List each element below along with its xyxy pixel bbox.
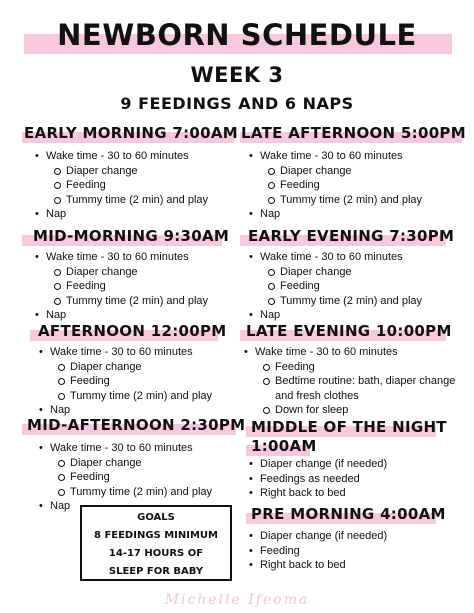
list-item: Diaper change (30, 265, 208, 280)
list-item: Feeding (30, 178, 208, 193)
list-item: Feeding (30, 279, 208, 294)
list-item: • Diaper change (if needed) (244, 457, 387, 472)
list-item: Tummy time (2 min) and play (30, 193, 208, 208)
list-item: • Wake time - 30 to 60 minutes (30, 149, 208, 164)
list-afternoon (34, 345, 212, 418)
list-item: Diaper change (244, 164, 422, 179)
list-item: • Nap (34, 499, 212, 514)
section-title-middle-of-night: MIDDLE OF THE NIGHT (251, 418, 447, 436)
section-title-pre-morning: PRE MORNING 4:00AM (251, 505, 446, 523)
section-title-afternoon: AFTERNOON 12:00PM (38, 322, 227, 340)
goals-line: 14-17 HOURS OF (108, 548, 204, 559)
list-item: Feeding (34, 374, 212, 389)
goals-line: 8 FEEDINGS MINIMUM (94, 530, 218, 541)
list-item: • Wake time - 30 to 60 minutes (244, 149, 422, 164)
list-item: Tummy time (2 min) and play (30, 294, 208, 309)
signature: Michelle Ifeoma (164, 592, 310, 608)
list-item: • Wake time - 30 to 60 minutes (34, 441, 212, 456)
list-item: • Wake time - 30 to 60 minutes (34, 345, 212, 360)
list-item: Feeding (34, 470, 212, 485)
list-item: • Feeding (244, 544, 387, 559)
goals-box (80, 505, 232, 581)
section-title-mid-afternoon: MID-AFTERNOON 2:30PM (27, 416, 246, 434)
list-item: Diaper change (34, 456, 212, 471)
list-item: • Diaper change (if needed) (244, 529, 387, 544)
list-item: Diaper change (34, 360, 212, 375)
list-item: Tummy time (2 min) and play (244, 294, 422, 309)
section-title-late-afternoon: LATE AFTERNOON 5:00PM (241, 124, 466, 142)
goals-line: SLEEP FOR BABY (108, 566, 204, 577)
list-item: Diaper change (30, 164, 208, 179)
list-item: Diaper change (244, 265, 422, 280)
list-pre-morning (244, 529, 387, 573)
list-item: • Nap (244, 308, 422, 323)
page-title: NEWBORN SCHEDULE (57, 18, 417, 52)
list-item: • Nap (34, 403, 212, 418)
list-item: • Right back to bed (244, 558, 387, 573)
list-item: Tummy time (2 min) and play (244, 193, 422, 208)
section-title-mid-morning: MID-MORNING 9:30AM (33, 227, 230, 245)
list-mid-morning (30, 250, 208, 323)
list-item: • Wake time - 30 to 60 minutes (244, 250, 422, 265)
list-item: Feeding (244, 178, 422, 193)
list-item: Down for sleep (239, 403, 455, 418)
list-item: Feeding (239, 360, 455, 375)
section-time-middle-of-night: 1:00AM (251, 437, 317, 455)
list-early-morning (30, 149, 208, 222)
list-item: and fresh clothes (275, 389, 359, 402)
section-title-early-morning: EARLY MORNING 7:00AM (24, 124, 239, 142)
list-item: Tummy time (2 min) and play (34, 485, 212, 500)
week-label: WEEK 3 (190, 63, 284, 87)
list-item: • Right back to bed (244, 486, 387, 501)
goals-title: GOALS (137, 512, 175, 523)
list-item: Bedtime routine: bath, diaper change (239, 374, 455, 389)
list-item: • Nap (30, 308, 208, 323)
list-middle-of-night (244, 457, 387, 501)
list-item: • Feedings as needed (244, 472, 387, 487)
list-item: • Wake time - 30 to 60 minutes (30, 250, 208, 265)
list-item: Feeding (244, 279, 422, 294)
list-item: Tummy time (2 min) and play (34, 389, 212, 404)
list-mid-afternoon (34, 441, 212, 514)
list-late-afternoon (244, 149, 422, 222)
page-subtitle: 9 FEEDINGS AND 6 NAPS (120, 94, 354, 113)
list-early-evening (244, 250, 422, 323)
section-title-early-evening: EARLY EVENING 7:30PM (248, 227, 455, 245)
list-late-evening (239, 345, 455, 418)
list-item: • Nap (30, 207, 208, 222)
section-title-late-evening: LATE EVENING 10:00PM (246, 322, 452, 340)
list-item: • Wake time - 30 to 60 minutes (239, 345, 455, 360)
list-item: • Nap (244, 207, 422, 222)
